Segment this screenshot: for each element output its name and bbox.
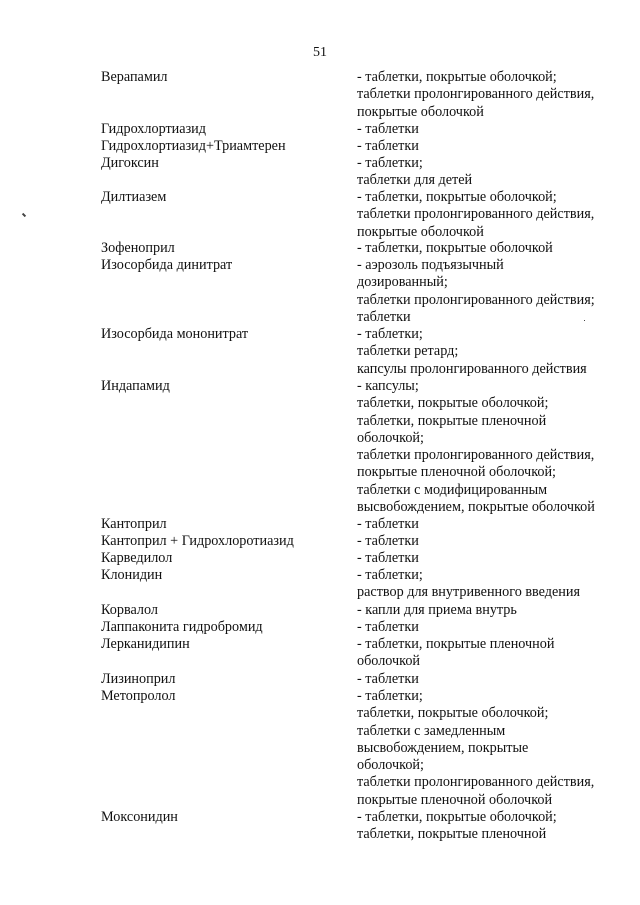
drug-name: Изосорбида динитрат bbox=[101, 257, 233, 273]
dosage-form-line: - аэрозоль подъязычный bbox=[357, 257, 504, 273]
drug-name: Кантоприл + Гидрохлоротиазид bbox=[101, 533, 294, 549]
dosage-form-line: - таблетки bbox=[357, 671, 419, 687]
dosage-forms bbox=[357, 567, 627, 602]
dosage-forms bbox=[357, 516, 627, 533]
scan-speck bbox=[22, 213, 26, 217]
dosage-form-line: таблетки, покрытые пленочной bbox=[357, 412, 547, 429]
dosage-form-line: - таблетки bbox=[357, 533, 419, 549]
dosage-form-line: оболочкой bbox=[357, 653, 421, 670]
dosage-forms bbox=[357, 602, 627, 619]
dosage-form-line: - таблетки bbox=[357, 550, 419, 566]
dosage-form-line: таблетки с модифицированным bbox=[357, 481, 548, 498]
dosage-forms bbox=[357, 240, 627, 257]
dosage-form-line: - таблетки; bbox=[357, 567, 423, 583]
dosage-form-line: - таблетки, покрытые оболочкой; bbox=[357, 69, 557, 85]
dosage-form-line: таблетки с замедленным bbox=[357, 722, 506, 739]
dosage-form-line: таблетки, покрытые пленочной bbox=[357, 826, 547, 843]
dosage-form-line: покрытые пленочной оболочкой; bbox=[357, 464, 556, 481]
dosage-form-line: - таблетки bbox=[357, 619, 419, 635]
dosage-form-line: - таблетки bbox=[357, 516, 419, 532]
drug-name: Дигоксин bbox=[101, 155, 159, 171]
drug-name: Гидрохлортиазид+Триамтерен bbox=[101, 138, 286, 154]
dosage-forms bbox=[357, 378, 627, 516]
dosage-form-line: таблетки, покрытые оболочкой; bbox=[357, 705, 549, 722]
dosage-forms bbox=[357, 533, 627, 550]
dosage-form-line: - таблетки, покрытые оболочкой bbox=[357, 240, 553, 256]
dosage-form-line: таблетки для детей bbox=[357, 172, 473, 189]
dosage-forms bbox=[357, 189, 627, 241]
dosage-form-line: - таблетки bbox=[357, 138, 419, 154]
dosage-form-line: - таблетки; bbox=[357, 688, 423, 704]
dosage-form-line: покрытые оболочкой bbox=[357, 103, 484, 120]
dosage-form-line: таблетки пролонгированного действия, bbox=[357, 774, 595, 791]
drug-name: Лаппаконита гидробромид bbox=[101, 619, 263, 635]
drug-name: Карведилол bbox=[101, 550, 173, 566]
dosage-form-line: оболочкой; bbox=[357, 757, 424, 774]
drug-name: Кантоприл bbox=[101, 516, 167, 532]
dosage-form-line: капсулы пролонгированного действия bbox=[357, 360, 587, 377]
dosage-form-line: покрытые оболочкой bbox=[357, 223, 484, 240]
dosage-forms bbox=[357, 671, 627, 688]
dosage-form-line: - таблетки, покрытые оболочкой; bbox=[357, 809, 557, 825]
dosage-forms bbox=[357, 688, 627, 809]
dosage-forms bbox=[357, 121, 627, 138]
dosage-form-line: таблетки пролонгированного действия, bbox=[357, 86, 595, 103]
drug-name: Индапамид bbox=[101, 378, 170, 394]
dosage-form-line: таблетки пролонгированного действия, bbox=[357, 447, 595, 464]
dosage-forms bbox=[357, 809, 627, 844]
dosage-form-line: таблетки пролонгированного действия, bbox=[357, 206, 595, 223]
dosage-form-line: - капсулы; bbox=[357, 378, 419, 394]
drug-name: Моксонидин bbox=[101, 809, 178, 825]
dosage-form-line: дозированный; bbox=[357, 274, 448, 291]
dosage-form-line: высвобождением, покрытые оболочкой bbox=[357, 499, 595, 516]
dosage-form-line: высвобождением, покрытые bbox=[357, 739, 529, 756]
dosage-form-line: таблетки, покрытые оболочкой; bbox=[357, 395, 549, 412]
dosage-forms bbox=[357, 636, 627, 671]
drug-name: Гидрохлортиазид bbox=[101, 121, 206, 137]
dosage-forms bbox=[357, 257, 627, 326]
drug-name: Корвалол bbox=[101, 602, 158, 618]
dosage-form-line: таблетки пролонгированного действия; bbox=[357, 291, 595, 308]
drug-name: Клонидин bbox=[101, 567, 163, 583]
dosage-forms bbox=[357, 326, 627, 378]
drug-name: Метопролол bbox=[101, 688, 176, 704]
dosage-form-line: покрытые пленочной оболочкой bbox=[357, 791, 553, 808]
scan-speck bbox=[584, 320, 585, 321]
dosage-form-line: - капли для приема внутрь bbox=[357, 602, 517, 618]
drug-name: Зофеноприл bbox=[101, 240, 175, 256]
drug-name: Дилтиазем bbox=[101, 189, 167, 205]
dosage-forms bbox=[357, 550, 627, 567]
drug-name: Изосорбида мононитрат bbox=[101, 326, 249, 342]
dosage-form-line: - таблетки; bbox=[357, 155, 423, 171]
dosage-form-line: оболочкой; bbox=[357, 429, 424, 446]
dosage-form-line: таблетки ретард; bbox=[357, 343, 459, 360]
dosage-form-line: - таблетки, покрытые пленочной bbox=[357, 636, 555, 652]
dosage-forms bbox=[357, 155, 627, 190]
dosage-forms bbox=[357, 69, 627, 121]
dosage-forms bbox=[357, 619, 627, 636]
drug-name: Лерканидипин bbox=[101, 636, 190, 652]
dosage-form-line: - таблетки; bbox=[357, 326, 423, 342]
dosage-form-line: - таблетки, покрытые оболочкой; bbox=[357, 189, 557, 205]
drug-name: Верапамил bbox=[101, 69, 168, 85]
dosage-form-line: таблетки bbox=[357, 308, 411, 325]
dosage-form-line: раствор для внутривенного введения bbox=[357, 584, 580, 601]
page-number: 51 bbox=[313, 45, 327, 60]
dosage-forms bbox=[357, 138, 627, 155]
drug-name: Лизиноприл bbox=[101, 671, 176, 687]
dosage-form-line: - таблетки bbox=[357, 121, 419, 137]
